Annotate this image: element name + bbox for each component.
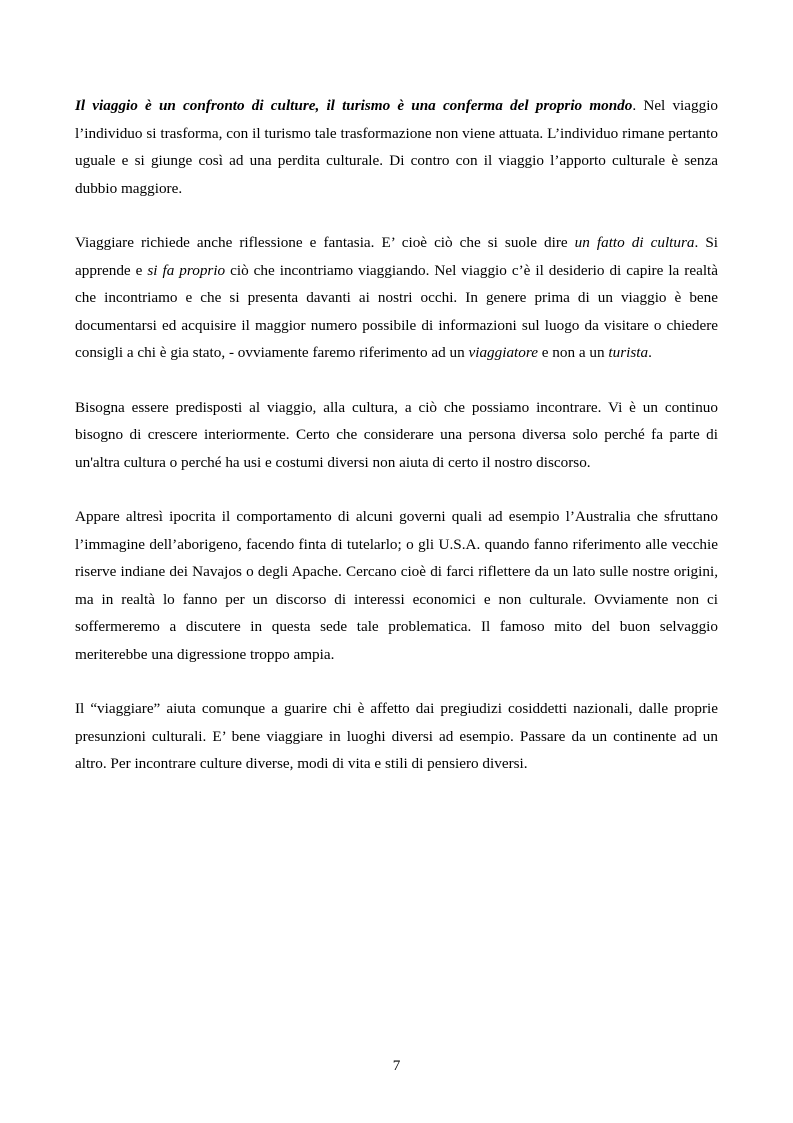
paragraph-3 [75, 394, 718, 477]
body-text: e non a un [537, 344, 609, 361]
paragraph-5 [75, 695, 718, 778]
italic-text: viaggiatore [468, 344, 538, 361]
italic-text: un fatto di cultura [574, 234, 695, 251]
body-text: Il “viaggiare” aiuta comunque a guarire chi è affetto dai pregiudizi cosiddetti nazionali, dalle proprie presunzioni culturali. E’ bene viaggiare in luoghi diversi ad esempio. Passare da un continente ad un altro. Per incontrare culture diverse, modi di vita e stili di pensiero diversi. [75, 700, 718, 772]
body-text: . Si apprende e [75, 234, 718, 279]
body-text: ciò che incontriamo viaggiando. Nel viaggio c’è il desiderio di capire la realtà che incontriamo e che si presenta davanti ai nostri occhi. In genere prima di un viaggio è bene documentarsi ed acquisire il maggior numero possibile di informazioni sul luogo da visitare o chiedere consigli a chi è gia stato, - ovviamente faremo riferimento ad un [75, 261, 718, 361]
body-text: Appare altresì ipocrita il comportamento di alcuni governi quali ad esempio l’Australia che sfruttano l’immagine dell’aborigeno, facendo finta di tutelarlo; o gli U.S.A. quando fanno riferimento alle vecchie riserve indiane dei Navajos o degli Apache. Cercano cioè di farci riflettere da un lato sulle nostre origini, ma in realtà lo fanno per un discorso di interessi economici e non culturale. Ovviamente non ci soffermeremo a discutere in questa sede tale problematica. Il famoso mito del buon selvaggio meriterebbe una digressione troppo ampia. [75, 508, 718, 663]
document-body [75, 92, 718, 805]
body-text: . [648, 344, 652, 361]
italic-text: turista [608, 344, 649, 361]
body-text: . Nel viaggio l’individuo si trasforma, con il turismo tale trasformazione non viene attuata. L’individuo rimane pertanto uguale e si giunge così ad una perdita culturale. Di contro con il viaggio l’apporto culturale è senza dubbio maggiore. [75, 97, 719, 197]
paragraph-2 [75, 229, 718, 367]
page-number: 7 [392, 1057, 401, 1074]
italic-text: si fa proprio [147, 261, 226, 279]
body-text: Viaggiare richiede anche riflessione e fantasia. E’ cioè ciò che si suole dire [75, 234, 575, 251]
paragraph-1 [75, 92, 718, 202]
paragraph-4 [75, 503, 718, 668]
emphasis-text: Il viaggio è un confronto di culture, il turismo è una conferma del proprio mondo [75, 97, 633, 114]
body-text: Bisogna essere predisposti al viaggio, alla cultura, a ciò che possiamo incontrare. Vi è un continuo bisogno di crescere interiormente. Certo che considerare una persona diversa solo perché fa parte di un'altra cultura o perché ha usi e costumi diversi non aiuta di certo il nostro discorso. [75, 398, 718, 471]
